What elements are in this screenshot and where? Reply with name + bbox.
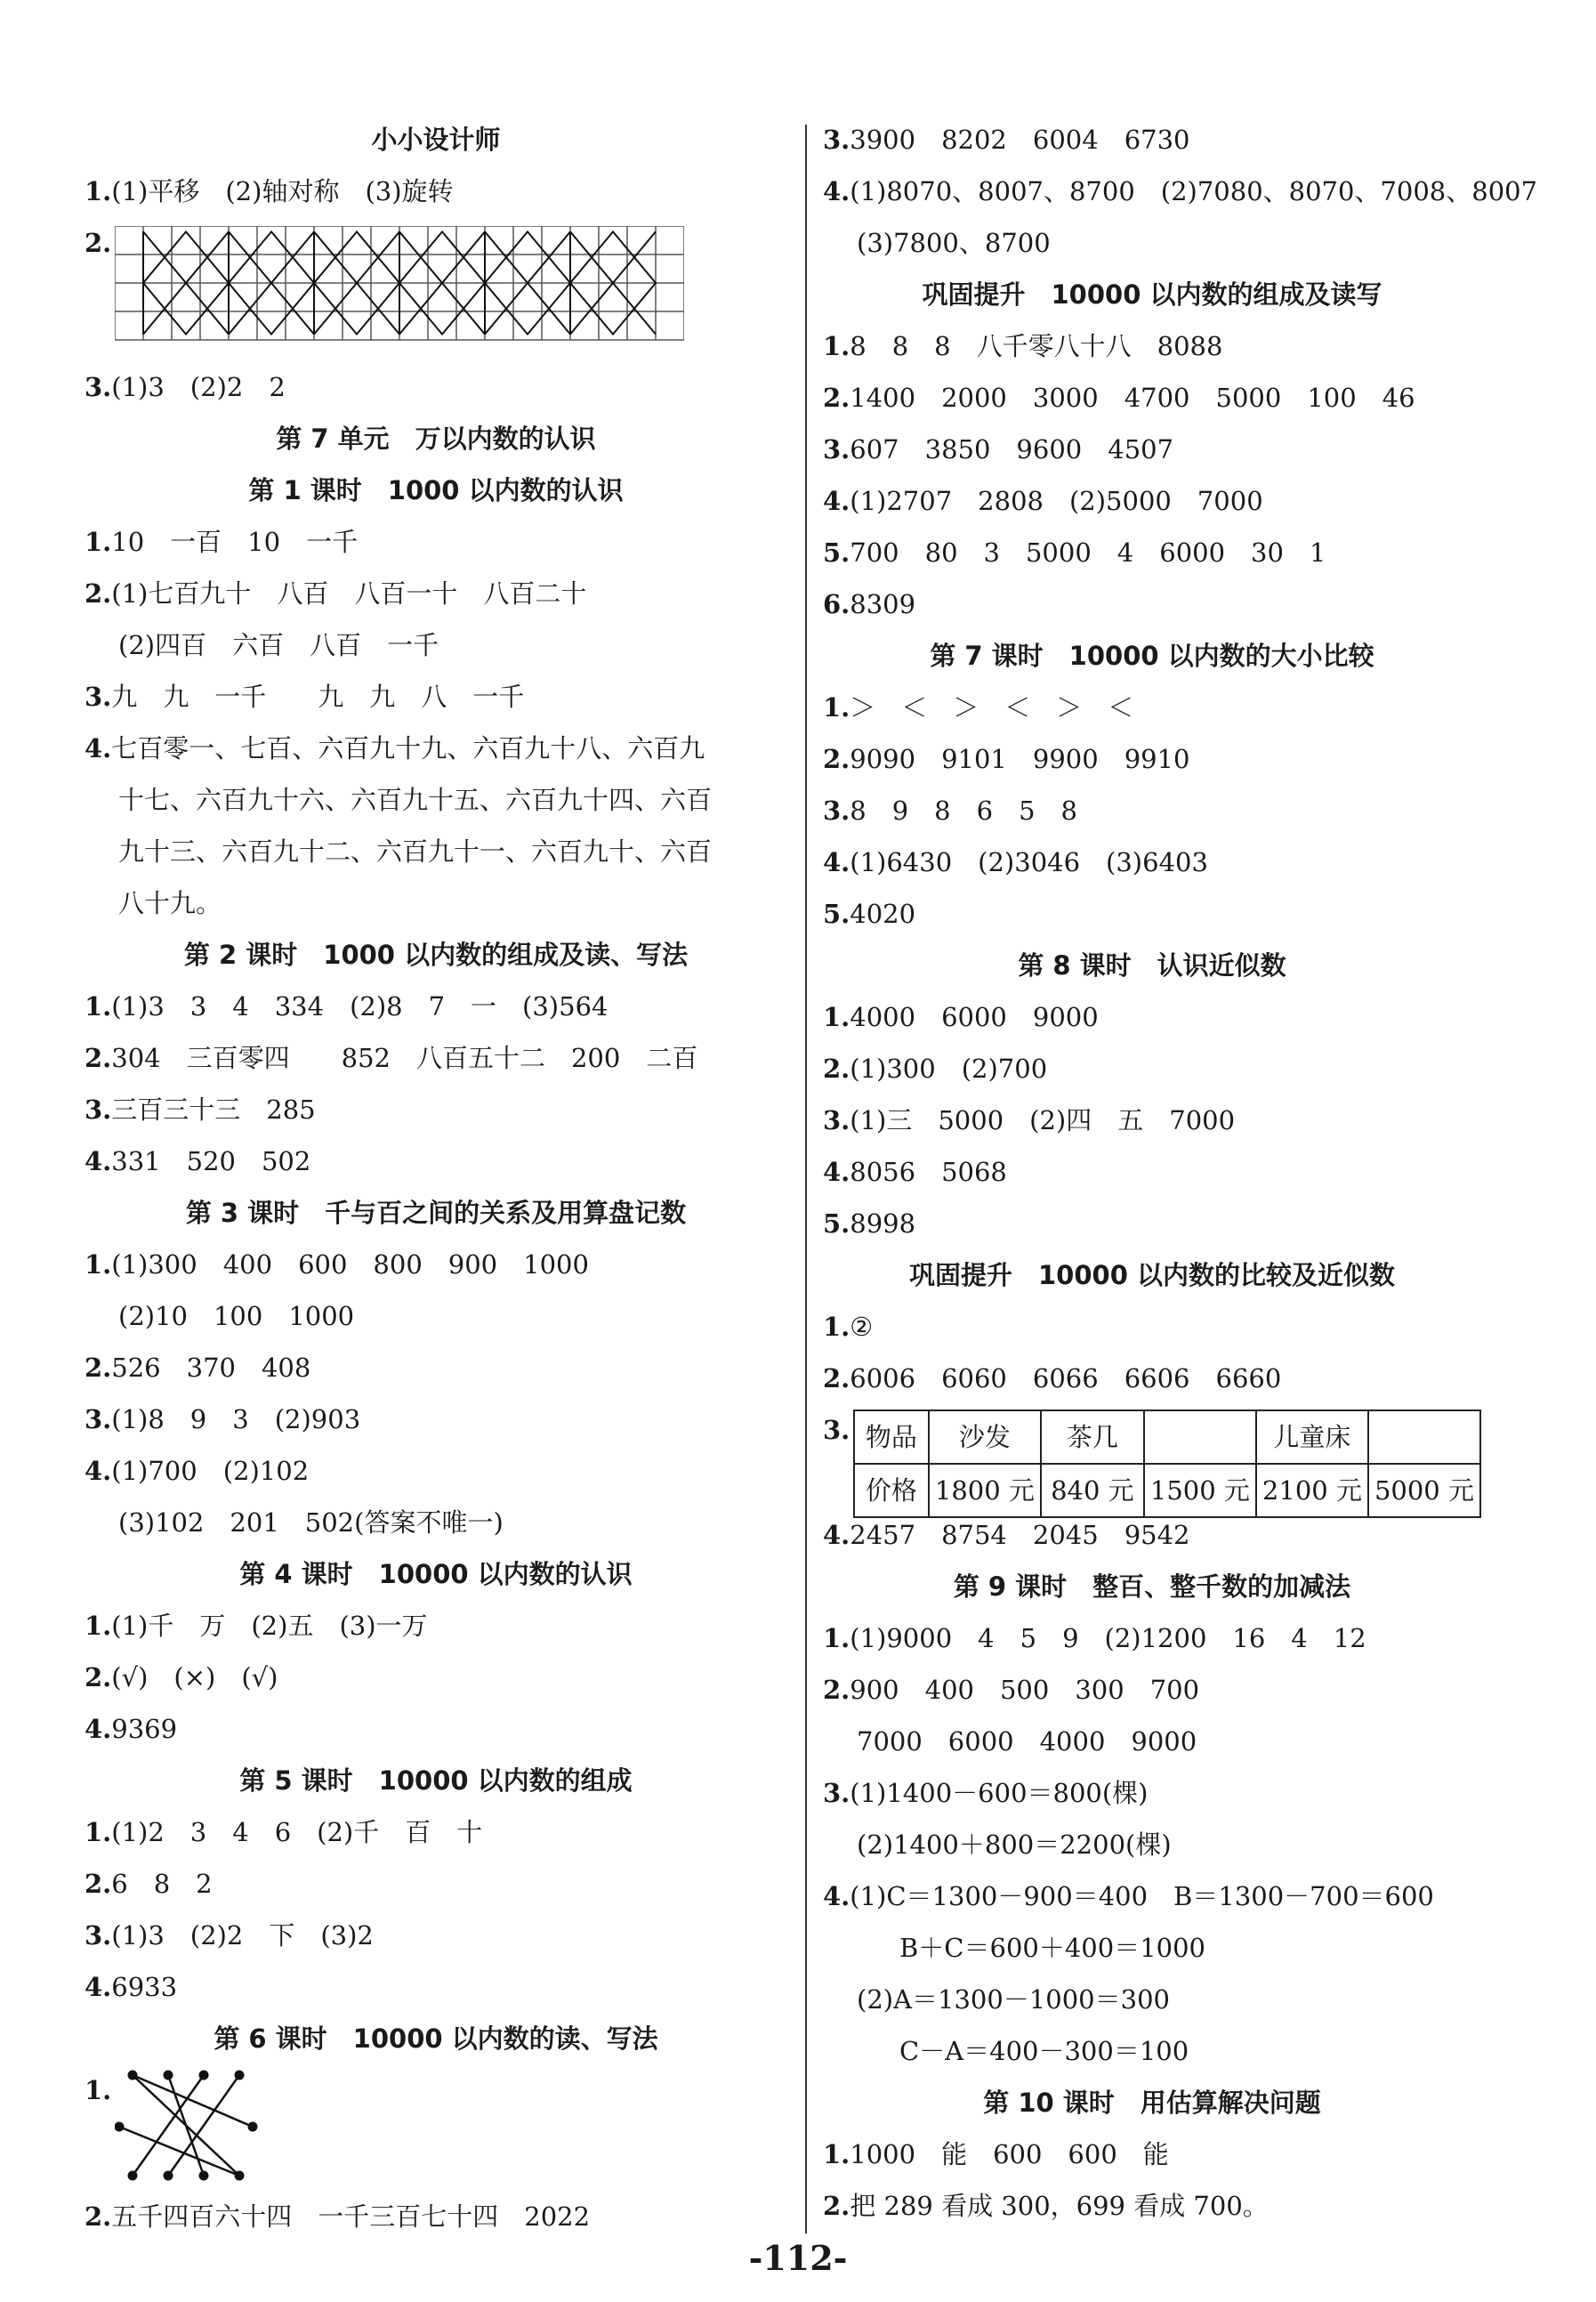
answer-text: 三百三十三 285: [111, 1094, 316, 1125]
answer-line: [823, 2180, 1481, 2232]
answer-text: 八十九。: [118, 888, 222, 918]
answer-text: (2)四百 六百 八百 一千: [118, 630, 439, 660]
match-dot: [235, 2171, 245, 2181]
answer-text: 九十三、六百九十二、六百九十一、六百九十、六百: [118, 836, 713, 867]
answer-text: 3900 8202 6004 6730: [850, 125, 1190, 155]
answer-line: [823, 733, 1481, 785]
question-number: 2.: [85, 578, 112, 609]
table-cell: 840 元: [1041, 1464, 1144, 1517]
answer-line: [823, 991, 1481, 1043]
answer-text: 6 8 2: [111, 1869, 213, 1899]
matching-lines-figure: [115, 2064, 293, 2189]
answer-text: 6006 6060 6066 6606 6660: [850, 1363, 1282, 1393]
question-number: 5.: [823, 1208, 850, 1239]
answer-text: 8 9 8 6 5 8: [850, 796, 1077, 826]
answer-text: 4020: [850, 899, 916, 929]
answer-line: [85, 1652, 787, 1703]
match-dot: [235, 2071, 245, 2080]
answer-text: 8056 5068: [850, 1157, 1007, 1187]
answer-line: [823, 836, 1481, 888]
answer-line: [823, 2025, 1481, 2077]
answer-text: 2457 8754 2045 9542: [850, 1520, 1190, 1550]
question-number: 3.: [823, 125, 850, 155]
table-cell: 5000 元: [1368, 1464, 1480, 1517]
column-divider: [805, 125, 807, 2233]
question-number: 1.: [85, 991, 112, 1022]
question-number: 4.: [823, 176, 850, 206]
question-number: 4.: [85, 1146, 112, 1176]
symmetry-grid-figure: [115, 226, 684, 342]
section-heading: 第 1 课时 1000 以内数的认识: [248, 475, 624, 505]
section-heading: 第 9 课时 整百、整千数的加减法: [953, 1571, 1351, 1602]
answer-line: [85, 671, 787, 723]
answer-line: [85, 619, 787, 671]
answer-line: [85, 723, 787, 774]
answer-line: [85, 1806, 787, 1858]
table-cell: 儿童床: [1256, 1410, 1368, 1464]
answer-text: 8998: [850, 1208, 916, 1239]
answer-line: [85, 1239, 787, 1290]
match-dot: [199, 2171, 209, 2181]
answer-line: [823, 1198, 1481, 1249]
answer-line: [823, 372, 1481, 424]
question-number: 3.: [823, 796, 850, 826]
question-number: 6.: [823, 589, 850, 619]
match-dot: [115, 2122, 125, 2132]
answer-text: (1)2 3 4 6 (2)千 百 十: [111, 1817, 483, 1847]
answer-text: (√) (×) (√): [111, 1662, 278, 1692]
answer-line: [85, 217, 787, 361]
answer-line: [85, 166, 787, 217]
question-number: 1.: [85, 1611, 112, 1641]
answer-text: (1)8070、8007、8700 (2)7080、8070、7008、8007: [850, 176, 1538, 206]
answer-line: [823, 475, 1481, 527]
answer-text: (1)2707 2808 (2)5000 7000: [850, 486, 1263, 516]
table-cell: 茶几: [1041, 1410, 1144, 1464]
answer-line: [85, 981, 787, 1032]
question-number: 4.: [823, 1881, 850, 1911]
question-number: 4.: [85, 733, 112, 763]
question-number: 4.: [823, 486, 850, 516]
question-number: 1.: [823, 2139, 850, 2169]
answer-line: [85, 1703, 787, 1755]
answer-line: [823, 1404, 1481, 1509]
answer-line: [85, 1290, 787, 1342]
table-cell: 1800 元: [929, 1464, 1041, 1517]
answer-text: 526 370 408: [111, 1353, 311, 1383]
answer-line: [823, 1922, 1481, 1974]
table-cell: 1500 元: [1144, 1464, 1256, 1517]
question-number: 1.: [85, 1817, 112, 1847]
question-number: 2.: [85, 1353, 112, 1383]
table-cell: 物品: [854, 1410, 929, 1464]
answer-line: [823, 1819, 1481, 1870]
answer-text: (3)102 201 502(答案不唯一): [118, 1507, 504, 1538]
answer-line: [823, 166, 1538, 217]
answer-text: 900 400 500 300 700: [850, 1675, 1200, 1705]
answer-line: [85, 568, 787, 619]
match-dot: [248, 2122, 258, 2132]
page-number: -112-: [748, 2238, 848, 2278]
answer-line: [823, 320, 1481, 372]
section-heading: 第 5 课时 10000 以内数的组成: [239, 1765, 633, 1796]
answer-line: [823, 424, 1481, 475]
answer-text: 1400 2000 3000 4700 5000 100 46: [850, 383, 1415, 413]
answer-text: (1)千 万 (2)五 (3)一万: [111, 1611, 428, 1641]
question-number: 2.: [823, 2191, 850, 2221]
question-number: 3.: [85, 372, 112, 402]
answer-line: [85, 2064, 787, 2191]
question-number: 2.: [823, 383, 850, 413]
question-number: 4.: [823, 1520, 850, 1550]
section-heading: 第 2 课时 1000 以内数的组成及读、写法: [183, 940, 689, 970]
match-dot: [199, 2071, 209, 2080]
answer-text: ②: [850, 1312, 874, 1342]
answer-text: (1)700 (2)102: [111, 1456, 310, 1486]
question-number: 4.: [823, 1157, 850, 1187]
question-number: 2.: [85, 1662, 112, 1692]
answer-line: [823, 682, 1481, 733]
answer-line: [85, 1445, 787, 1497]
answer-line: [823, 1509, 1481, 1561]
answer-line: [85, 1858, 787, 1910]
answer-text: 700 80 3 5000 4 6000 30 1: [850, 537, 1326, 568]
answer-text: (1)300 (2)700: [850, 1054, 1048, 1084]
answer-line: [85, 774, 787, 826]
answer-line: [85, 2191, 787, 2242]
table-row: [854, 1410, 1480, 1464]
answer-text: 4000 6000 9000: [850, 1002, 1099, 1032]
question-number: 4.: [85, 1456, 112, 1486]
answer-text: (1)3 (2)2 下 (3)2: [111, 1920, 374, 1951]
answer-line: [85, 877, 787, 929]
answer-text: (1)6430 (2)3046 (3)6403: [850, 847, 1208, 877]
question-number: 1.: [85, 527, 112, 557]
section-heading: 第 6 课时 10000 以内数的读、写法: [214, 2023, 658, 2054]
answer-line: [85, 1600, 787, 1652]
question-number: 3.: [85, 1404, 112, 1434]
answer-line: [823, 1353, 1481, 1404]
answer-line: [823, 1612, 1481, 1664]
question-number: 5.: [823, 899, 850, 929]
answer-line: [823, 1870, 1481, 1922]
answer-line: [85, 1961, 787, 2013]
answer-line: [823, 578, 1481, 630]
answer-line: [85, 826, 787, 877]
answer-text: 1000 能 600 600 能: [850, 2139, 1169, 2169]
question-number: 2.: [85, 228, 112, 258]
answer-line: [823, 1716, 1481, 1767]
answer-text: (1)9000 4 5 9 (2)1200 16 4 12: [850, 1623, 1366, 1653]
answer-line: [823, 1664, 1481, 1716]
answer-line: [823, 888, 1481, 940]
section-heading: 第 4 课时 10000 以内数的认识: [239, 1559, 633, 1589]
answer-text: 304 三百零四 852 八百五十二 200 二百: [111, 1043, 698, 1073]
question-number: 1.: [823, 1623, 850, 1653]
answer-line: [85, 1393, 787, 1445]
answer-line: [85, 1342, 787, 1393]
answer-text: (1)三 5000 (2)四 五 7000: [850, 1105, 1236, 1135]
table-cell: 2100 元: [1256, 1464, 1368, 1517]
question-number: 1.: [85, 1249, 112, 1280]
answer-text: 6933: [111, 1972, 178, 2002]
answer-text: (1)3 3 4 334 (2)8 7 一 (3)564: [111, 991, 609, 1022]
match-dot: [164, 2071, 173, 2080]
answer-line: [85, 361, 787, 413]
answer-text: (1)300 400 600 800 900 1000: [111, 1249, 589, 1280]
answer-text: 9369: [111, 1714, 178, 1744]
question-number: 4.: [85, 1972, 112, 2002]
section-heading: 巩固提升 10000 以内数的比较及近似数: [909, 1260, 1395, 1290]
table-cell: [1144, 1410, 1256, 1464]
section-heading: 第 3 课时 千与百之间的关系及用算盘记数: [185, 1198, 687, 1228]
answer-text: (2)10 100 1000: [118, 1301, 355, 1331]
match-dot: [164, 2171, 173, 2181]
question-number: 1.: [823, 692, 850, 723]
answer-text: (3)7800、8700: [857, 228, 1051, 258]
answer-text: C－A＝400－300＝100: [899, 2036, 1189, 2066]
question-number: 3.: [85, 1094, 112, 1125]
answer-line: [823, 1043, 1481, 1094]
answer-line: [85, 1032, 787, 1084]
question-number: 2.: [823, 744, 850, 774]
price-table: [853, 1409, 1481, 1518]
question-number: 2.: [85, 1869, 112, 1899]
question-number: 2.: [85, 2201, 112, 2232]
section-heading: 巩固提升 10000 以内数的组成及读写: [922, 279, 1382, 310]
answer-line: [823, 1301, 1481, 1353]
answer-text: 七百零一、七百、六百九十九、六百九十八、六百九: [111, 733, 705, 763]
answer-text: (1)8 9 3 (2)903: [111, 1404, 361, 1434]
table-cell: 价格: [854, 1464, 929, 1517]
question-number: 2.: [823, 1054, 850, 1084]
answer-text: (1)平移 (2)轴对称 (3)旋转: [111, 176, 454, 206]
question-number: 4.: [85, 1714, 112, 1744]
answer-text: (2)1400＋800＝2200(棵): [857, 1829, 1172, 1860]
answer-text: (2)A＝1300－1000＝300: [857, 1984, 1170, 2015]
answer-line: [85, 1910, 787, 1961]
answer-line: [823, 114, 1481, 166]
question-number: 3.: [823, 1415, 850, 1445]
right-column: [823, 114, 1538, 2232]
section-heading: 第 8 课时 认识近似数: [1018, 950, 1286, 981]
section-heading: 第 7 课时 10000 以内数的大小比较: [930, 641, 1374, 671]
answer-text: (1)3 (2)2 2: [111, 372, 286, 402]
answer-text: (1)C＝1300－900＝400 B＝1300－700＝600: [850, 1881, 1434, 1911]
answer-line: [85, 1084, 787, 1135]
answer-text: 7000 6000 4000 9000: [857, 1726, 1197, 1757]
answer-text: 331 520 502: [111, 1146, 311, 1176]
answer-line: [823, 1767, 1481, 1819]
question-number: 1.: [823, 1312, 850, 1342]
question-number: 3.: [823, 1105, 850, 1135]
question-number: 3.: [85, 682, 112, 712]
answer-text: 10 一百 10 一千: [111, 527, 359, 557]
answer-text: 十七、六百九十六、六百九十五、六百九十四、六百: [118, 785, 713, 815]
answer-text: 8 8 8 八千零八十八 8088: [850, 331, 1223, 361]
answer-text: B＋C＝600＋400＝1000: [899, 1933, 1206, 1963]
answer-line: [823, 785, 1481, 836]
section-heading: 第 7 单元 万以内数的认识: [276, 424, 596, 454]
answer-line: [85, 516, 787, 568]
answer-text: 9090 9101 9900 9910: [850, 744, 1190, 774]
answer-text: 607 3850 9600 4507: [850, 434, 1174, 464]
question-number: 2.: [85, 1043, 112, 1073]
match-dot: [128, 2171, 138, 2181]
answer-line: [85, 1497, 787, 1548]
table-cell: 沙发: [929, 1410, 1041, 1464]
section-heading: 第 10 课时 用估算解决问题: [983, 2088, 1321, 2118]
answer-line: [823, 527, 1481, 578]
answer-line: [823, 1094, 1481, 1146]
question-number: 4.: [823, 847, 850, 877]
match-line: [168, 2075, 204, 2176]
question-number: 2.: [823, 1363, 850, 1393]
answer-line: [823, 1146, 1481, 1198]
question-number: 5.: [823, 537, 850, 568]
answer-text: 九 九 一千 九 九 八 一千: [111, 682, 525, 712]
question-number: 3.: [85, 1920, 112, 1951]
answer-text: (1)七百九十 八百 八百一十 八百二十: [111, 578, 587, 609]
answer-text: ＞ ＜ ＞ ＜ ＞ ＜: [850, 692, 1134, 723]
match-dot: [128, 2071, 138, 2080]
question-number: 1.: [85, 176, 112, 206]
question-number: 1.: [823, 331, 850, 361]
answer-text: 五千四百六十四 一千三百七十四 2022: [111, 2201, 591, 2232]
section-heading: 小小设计师: [371, 125, 501, 155]
table-cell: [1368, 1410, 1480, 1464]
answer-line: [823, 217, 1481, 269]
answer-text: 8309: [850, 589, 916, 619]
answer-text: (1)1400－600＝800(棵): [850, 1778, 1149, 1808]
question-number: 3.: [823, 434, 850, 464]
question-number: 1.: [823, 1002, 850, 1032]
answer-line: [85, 1135, 787, 1187]
question-number: 3.: [823, 1778, 850, 1808]
answer-text: 把 289 看成 300，699 看成 700。: [850, 2191, 1269, 2221]
answer-line: [823, 1974, 1481, 2025]
left-column: [85, 114, 787, 2242]
question-number: 1.: [85, 2075, 112, 2105]
answer-line: [823, 2128, 1481, 2180]
question-number: 2.: [823, 1675, 850, 1705]
